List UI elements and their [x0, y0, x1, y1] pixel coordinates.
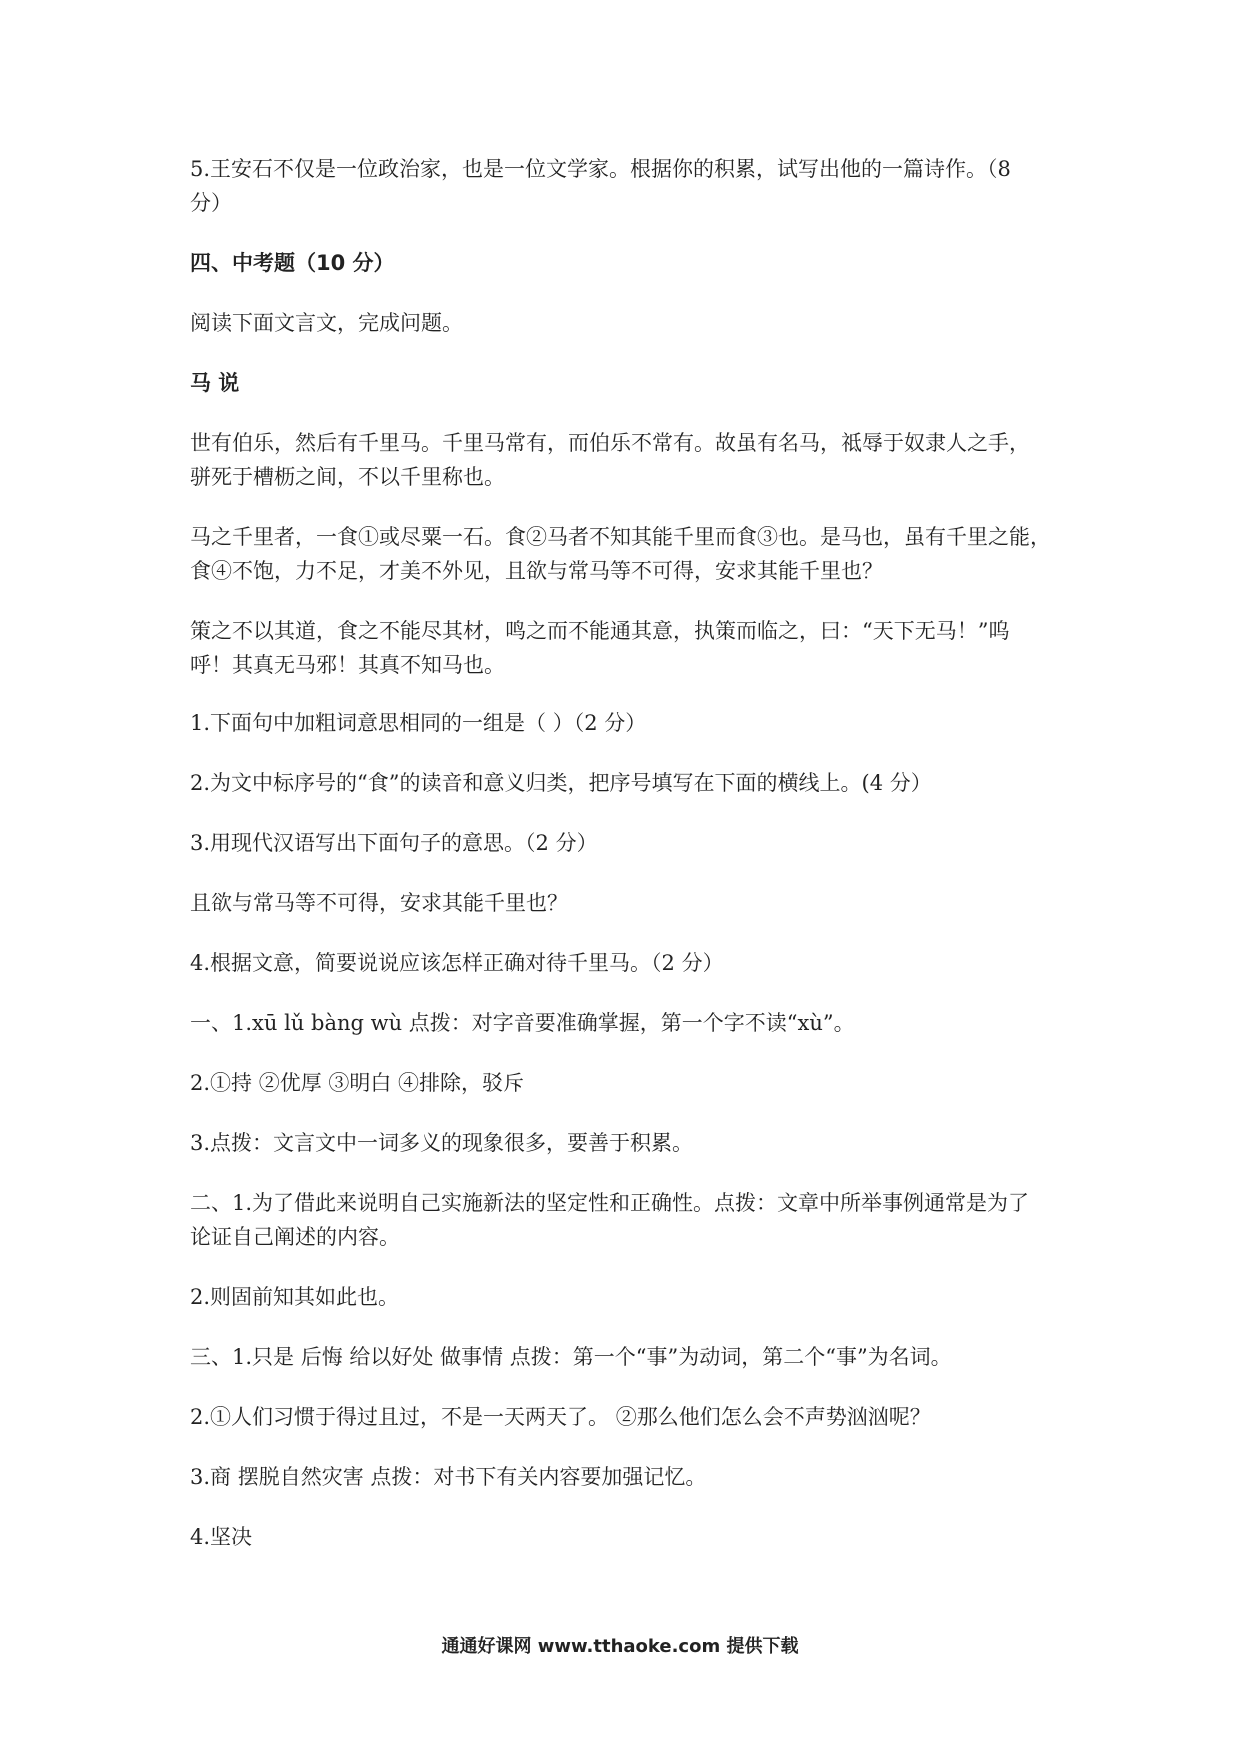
question-3: 3.用现代汉语写出下面句子的意思。（2 分）: [190, 831, 598, 855]
passage-paragraph-3-line-2: 呼！其真无马邪！其真不知马也。: [190, 653, 505, 677]
footer-source: 通通好课网 www.tthaoke.com 提供下载: [441, 1636, 799, 1657]
answer-3-3: 3.商 摆脱自然灾害 点拨：对书下有关内容要加强记忆。: [190, 1465, 707, 1489]
answer-2-1-line-2: 论证自己阐述的内容。: [190, 1225, 400, 1249]
passage-paragraph-2-line-2: 食④不饱，力不足，才美不外见，且欲与常马等不可得，安求其能千里也？: [190, 559, 883, 583]
answer-3-4: 4.坚决: [190, 1525, 253, 1549]
passage-paragraph-3-line-1: 策之不以其道，食之不能尽其材，鸣之而不能通其意，执策而临之，曰：“天下无马！”呜: [190, 619, 1010, 643]
answer-1-3: 3.点拨：文言文中一词多义的现象很多，要善于积累。: [190, 1131, 694, 1155]
answer-3-1: 三、1.只是 后悔 给以好处 做事情 点拨：第一个“事”为动词，第二个“事”为名词。: [190, 1345, 952, 1369]
passage-paragraph-1-line-1: 世有伯乐，然后有千里马。千里马常有，而伯乐不常有。故虽有名马，祗辱于奴隶人之手，: [190, 431, 1030, 455]
answer-1-2: 2.①持 ②优厚 ③明白 ④排除，驳斥: [190, 1071, 525, 1095]
passage-title: 马 说: [190, 371, 240, 395]
answer-3-2: 2.①人们习惯于得过且过，不是一天两天了。 ②那么他们怎么会不声势汹汹呢？: [190, 1405, 931, 1429]
question-4: 4.根据文意，简要说说应该怎样正确对待千里马。（2 分）: [190, 951, 724, 975]
reading-instruction: 阅读下面文言文，完成问题。: [190, 311, 463, 335]
passage-paragraph-2-line-1: 马之千里者，一食①或尽粟一石。食②马者不知其能千里而食③也。是马也，虽有千里之能，: [190, 525, 1051, 549]
question-3-sentence: 且欲与常马等不可得，安求其能千里也？: [190, 891, 568, 915]
section-heading: 四、中考题（10 分）: [190, 251, 395, 275]
passage-paragraph-1-line-2: 骈死于槽枥之间，不以千里称也。: [190, 465, 505, 489]
question-5-line-1: 5.王安石不仅是一位政治家，也是一位文学家。根据你的积累，试写出他的一篇诗作。（8: [190, 157, 1011, 181]
answer-2-1-line-1: 二、1.为了借此来说明自己实施新法的坚定性和正确性。点拨：文章中所举事例通常是为了: [190, 1191, 1030, 1215]
question-2: 2.为文中标序号的“食”的读音和意义归类，把序号填写在下面的横线上。(4 分）: [190, 771, 932, 795]
answer-1-1: 一、1.xū lǔ bàng wù 点拨：对字音要准确掌握，第一个字不读“xù”。: [190, 1011, 855, 1035]
question-5-line-2: 分）: [190, 191, 232, 215]
answer-2-2: 2.则固前知其如此也。: [190, 1285, 400, 1309]
question-1: 1.下面句中加粗词意思相同的一组是（ ）（2 分）: [190, 711, 647, 735]
